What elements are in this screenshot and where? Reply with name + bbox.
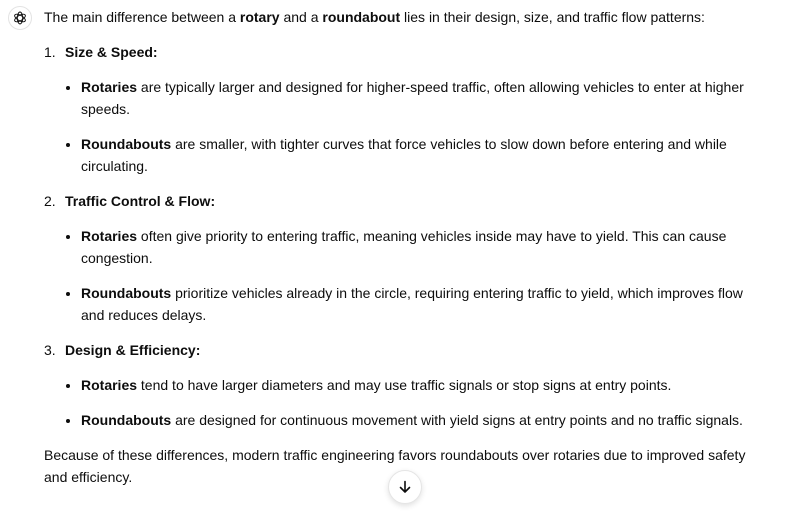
bullet-text: tend to have larger diameters and may use traffic signals or stop signs at entry points. — [137, 377, 672, 393]
section-title: Design & Efficiency: — [65, 342, 201, 358]
bullet-list — [44, 374, 764, 431]
bullet-dot — [66, 235, 70, 239]
bullet-text: often give priority to entering traffic, meaning vehicles inside may have to yield. This can cause congestion. — [81, 228, 727, 266]
list-item — [44, 225, 764, 269]
section-heading — [44, 41, 764, 63]
bullet-text: are smaller, with tighter curves that force vehicles to slow down before entering and while circulating. — [81, 136, 727, 174]
section-heading — [44, 339, 764, 361]
bullet-bold: Rotaries — [81, 377, 138, 393]
section-number: 2. — [44, 193, 56, 209]
bullet-dot — [66, 419, 70, 423]
section-title: Traffic Control & Flow: — [65, 193, 216, 209]
intro-text-1: The main difference between a — [44, 9, 240, 25]
section-number: 1. — [44, 44, 56, 60]
assistant-avatar — [8, 6, 32, 30]
scroll-to-bottom-button[interactable] — [388, 470, 422, 504]
bullet-dot — [66, 143, 70, 147]
section-title: Size & Speed: — [65, 44, 158, 60]
section-size-speed — [44, 41, 764, 177]
list-item — [44, 409, 764, 431]
bullet-dot — [66, 292, 70, 296]
conclusion-paragraph: Because of these differences, modern traffic engineering favors roundabouts over rotaries due to improved safety and efficiency. — [44, 447, 746, 485]
bullet-bold: Roundabouts — [81, 412, 172, 428]
arrow-down-icon — [398, 480, 412, 494]
section-heading — [44, 190, 764, 212]
bullet-dot — [66, 86, 70, 90]
sections-list — [44, 41, 764, 431]
bullet-bold: Rotaries — [81, 79, 138, 95]
list-item — [44, 133, 764, 177]
assistant-message — [44, 0, 764, 488]
section-number: 3. — [44, 342, 56, 358]
bullet-list — [44, 76, 764, 177]
section-design-efficiency — [44, 339, 764, 431]
bullet-list — [44, 225, 764, 326]
list-item — [44, 374, 764, 396]
bullet-bold: Roundabouts — [81, 285, 172, 301]
bullet-bold: Rotaries — [81, 228, 138, 244]
bullet-text: are designed for continuous movement with yield signs at entry points and no traffic signals. — [171, 412, 743, 428]
bullet-text: are typically larger and designed for higher-speed traffic, often allowing vehicles to enter at higher speeds. — [81, 79, 744, 117]
bullet-bold: Roundabouts — [81, 136, 172, 152]
list-item — [44, 282, 764, 326]
intro-text-2: and a — [279, 9, 323, 25]
intro-text-3: lies in their design, size, and traffic flow patterns: — [400, 9, 705, 25]
openai-logo-icon — [12, 10, 28, 26]
list-item — [44, 76, 764, 120]
intro-bold-rotary: rotary — [239, 9, 280, 25]
intro-bold-roundabout: roundabout — [322, 9, 401, 25]
bullet-text: prioritize vehicles already in the circle, requiring entering traffic to yield, which improves flow and reduces delays. — [81, 285, 743, 323]
intro-paragraph — [44, 6, 764, 28]
section-traffic-control — [44, 190, 764, 326]
bullet-dot — [66, 384, 70, 388]
